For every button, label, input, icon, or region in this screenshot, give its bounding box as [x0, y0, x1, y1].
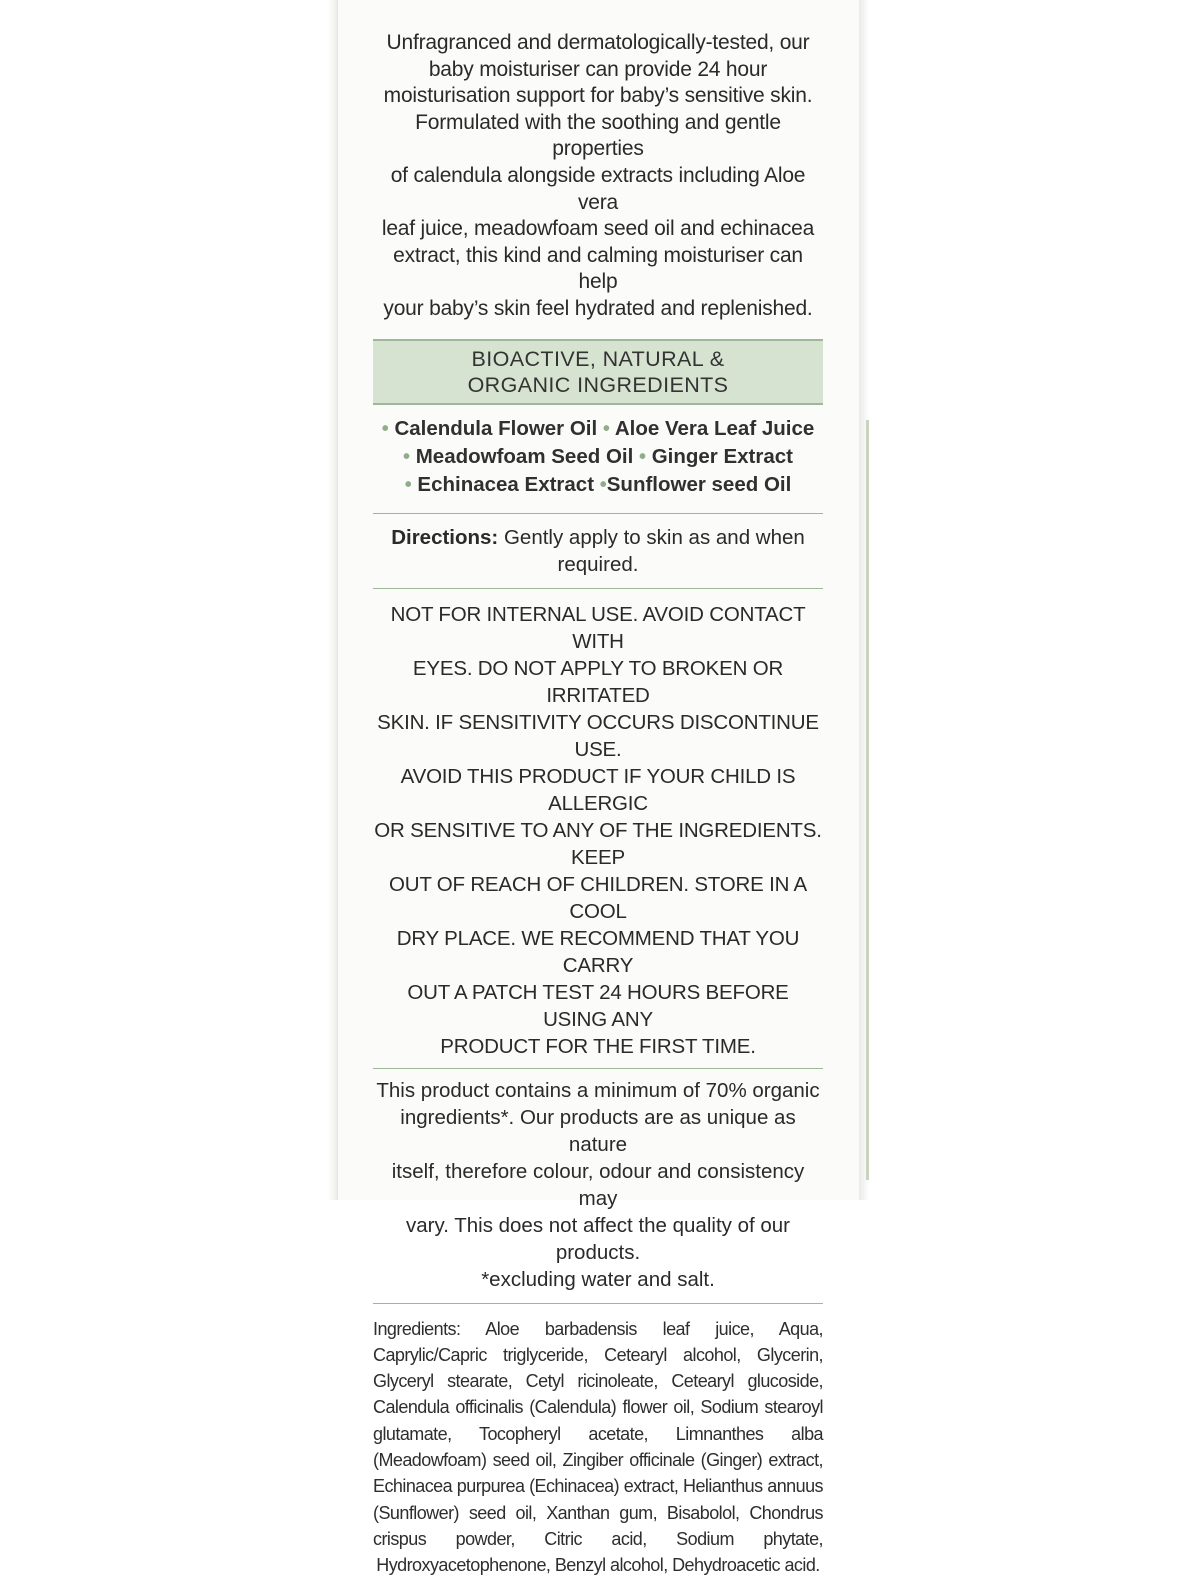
safety-warning [373, 601, 823, 1060]
description-line: moisturisation support for baby’s sensitive skin. [383, 84, 813, 108]
organic-line: *excluding water and salt. [481, 1267, 715, 1291]
directions [373, 524, 823, 578]
ingredients-list: Ingredients: Aloe barbadensis leaf juice, Aqua, Caprylic/Capric triglyceride, Cetearyl alcohol, Glycerin, Glyceryl stearate, Cetyl ricinoleate, Cetearyl glucoside, Calendula officinalis (Calendula) flower oil, Sodium stearoyl glutamate, Tocopheryl acetate, Limnanthes alba (Meadowfoam) seed oil, Zingiber officinale (Ginger) extract, Echinacea purpurea (Echinacea) extract, Helianthus annuus (Sunflower) seed oil, Xanthan gum, Bisabolol, Chondrus crispus powder, Citric acid, Sodium phytate, Hydroxyacetophenone, Benzyl alcohol, Dehydroacetic acid. [373, 1318, 823, 1576]
organic-line: itself, therefore colour, odour and consistency may [391, 1159, 805, 1210]
bullet-icon: • [599, 473, 607, 496]
warning-line: OR SENSITIVE TO ANY OF THE INGREDIENTS. KEEP [374, 818, 822, 869]
section-divider [373, 588, 823, 589]
description-line: extract, this kind and calming moisturiser can help [393, 243, 803, 294]
warning-line: AVOID THIS PRODUCT IF YOUR CHILD IS ALLERGIC [400, 764, 796, 815]
warning-line: SKIN. IF SENSITIVITY OCCURS DISCONTINUE USE. [377, 710, 819, 761]
description-line: Formulated with the soothing and gentle properties [415, 110, 781, 161]
label-content [373, 30, 823, 1579]
organic-line: ingredients*. Our products are as unique as nature [400, 1105, 796, 1156]
product-description [373, 30, 823, 323]
key-ingredient-item: Ginger Extract [651, 444, 793, 468]
directions-label: Directions: [391, 525, 499, 549]
description-line: Unfragranced and dermatologically-tested, our [386, 31, 810, 54]
organic-statement [373, 1077, 823, 1293]
key-ingredient-item: Aloe Vera Leaf Juice [614, 416, 815, 440]
bullet-icon: • [404, 473, 412, 496]
description-line: baby moisturiser can provide 24 hour [428, 57, 768, 81]
bullet-icon: • [639, 445, 647, 468]
key-ingredients-row [373, 415, 823, 443]
box-green-edge [866, 420, 869, 1180]
key-ingredients-row [373, 471, 823, 499]
warning-line: OUT OF REACH OF CHILDREN. STORE IN A COOL [388, 872, 808, 923]
key-ingredient-item: Calendula Flower Oil [394, 416, 598, 440]
directions-text: Gently apply to skin as and when required. [503, 525, 805, 576]
warning-line: DRY PLACE. WE RECOMMEND THAT YOU CARRY [396, 926, 800, 977]
bullet-icon: • [403, 445, 411, 468]
section-divider [373, 1303, 823, 1304]
key-ingredient-item: Sunflower seed Oil [606, 472, 792, 496]
warning-line: OUT A PATCH TEST 24 HOURS BEFORE USING ANY [407, 980, 789, 1031]
organic-line: vary. This does not affect the quality of our products. [405, 1213, 791, 1264]
box-left-edge [328, 0, 337, 1200]
key-ingredients-list [373, 415, 823, 499]
description-line: your baby’s skin feel hydrated and replenished. [383, 296, 813, 320]
key-ingredient-item: Meadowfoam Seed Oil [415, 444, 634, 468]
section-divider [373, 513, 823, 514]
key-ingredients-header [373, 339, 823, 405]
bullet-icon: • [381, 417, 389, 440]
key-ingredients-title-line-2: ORGANIC INGREDIENTS [467, 372, 729, 397]
description-line: of calendula alongside extracts including Aloe vera [390, 163, 806, 214]
key-ingredients-row [373, 443, 823, 471]
organic-line: This product contains a minimum of 70% organic [376, 1078, 820, 1102]
warning-line: PRODUCT FOR THE FIRST TIME. [440, 1034, 756, 1058]
key-ingredients-title-line-1: BIOACTIVE, NATURAL & [471, 346, 725, 371]
description-line: leaf juice, meadowfoam seed oil and echinacea [381, 217, 815, 241]
bullet-icon: • [602, 417, 610, 440]
box-right-edge [859, 0, 869, 1200]
key-ingredient-item: Echinacea Extract [417, 472, 595, 496]
warning-line: NOT FOR INTERNAL USE. AVOID CONTACT WITH [390, 602, 806, 653]
section-divider [373, 1068, 823, 1069]
warning-line: EYES. DO NOT APPLY TO BROKEN OR IRRITATED [412, 656, 784, 707]
